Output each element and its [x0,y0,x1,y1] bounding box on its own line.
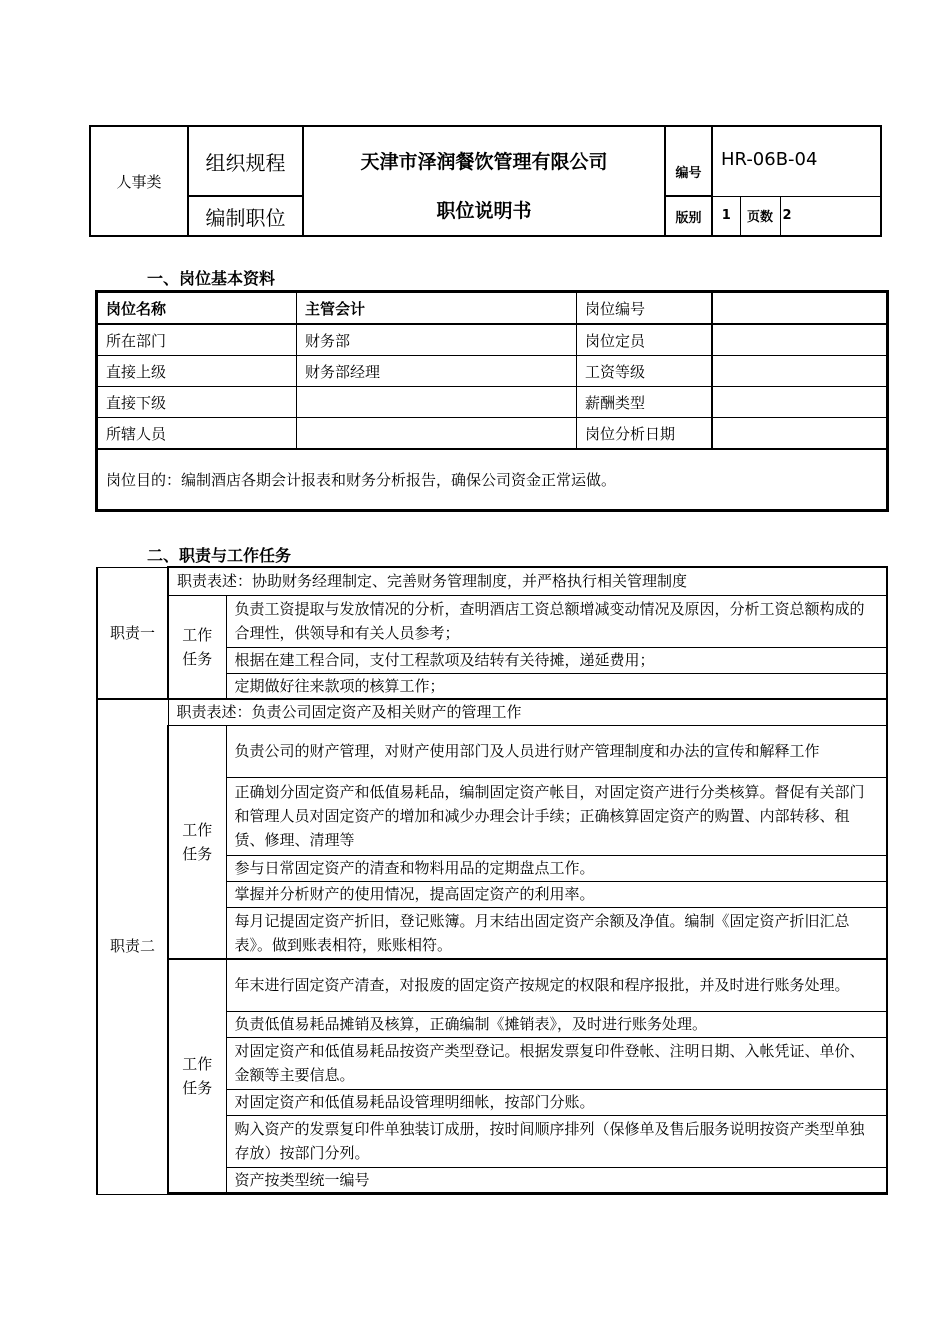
version-value: 1 [712,196,740,236]
task-item: 负责低值易耗品摊销及核算，正确编制《摊销表》，及时进行账务处理。 [226,1011,887,1037]
doc-title: 职位说明书 [303,196,665,236]
task-item: 对固定资产和低值易耗品按资产类型登记。根据发票复印件登帐、注明日期、入帐凭证、单价、金额等主要信息。 [226,1037,887,1089]
position-purpose: 岗位目的：编制酒店各期会计报表和财务分析报告，确保公司资金正常运做。 [97,449,888,511]
document-header [89,125,882,237]
value-cell [297,387,577,418]
key-cell: 岗位定员 [577,324,712,356]
pages-label: 页数 [740,196,780,236]
task-item: 掌握并分析财产的使用情况，提高固定资产的利用率。 [226,881,887,907]
value-cell [297,418,577,450]
key-cell: 岗位分析日期 [577,418,712,450]
basic-info-table [95,290,889,512]
duty2-task-label-b [168,959,226,1193]
task-label-line2: 任务 [182,844,213,863]
value-cell [712,292,888,325]
value-cell [712,387,888,418]
task-item: 对固定资产和低值易耗品设管理明细帐，按部门分账。 [226,1089,887,1115]
task-item: 正确划分固定资产和低值易耗品，编制固定资产帐目，对固定资产进行分类核算。督促有关部门和管理人员对固定资产的增加和减少办理会计手续；正确核算固定资产的购置、内部转移、租赁、修理、清理等 [226,777,887,855]
task-label-line1: 工作 [182,820,213,839]
table-row [97,959,887,1011]
table-row [97,1193,887,1195]
task-label-line1: 工作 [182,1055,213,1073]
table-row [97,324,888,356]
task-label-line2: 任务 [182,649,213,668]
org-label: 组织规程 [188,126,303,196]
value-cell: 主管会计 [297,292,577,325]
key-cell: 岗位编号 [577,292,712,325]
task-item: 年末进行固定资产清查，对报废的固定资产按规定的权限和程序报批，并及时进行账务处理。 [226,959,887,1011]
task-item: 每月记提固定资产折旧，登记账簿。月末结出固定资产余额及净值。编制《固定资产折旧汇总表》。做到账表相符，账账相符。 [226,907,887,959]
duty1-task-label [168,595,226,699]
key-cell: 岗位名称 [97,292,297,325]
key-cell: 所辖人员 [97,418,297,450]
table-row [97,449,888,511]
task-item: 根据在建工程合同，支付工程款项及结转有关待摊，递延费用； [226,647,887,673]
duty2-task-label-a [168,725,226,959]
task-item: 购入资产的发票复印件单独装订成册，按时间顺序排列（保修单及售后服务说明按资产类型单独存放）按部门分列。 [226,1115,887,1167]
section2-title: 二、职责与工作任务 [147,546,292,565]
duties-table [96,566,888,1195]
task-item: 资产按类型统一编号 [226,1167,887,1193]
duty2-statement: 职责表述：负责公司固定资产及相关财产的管理工作 [168,699,887,725]
doc-label: 编制职位 [188,196,303,236]
key-cell: 直接下级 [97,387,297,418]
code-label: 编号 [665,126,712,196]
table-row [97,418,888,450]
version-label: 版别 [665,196,712,236]
duty1-label: 职责一 [97,567,168,699]
value-cell [712,418,888,450]
task-item: 定期做好往来款项的核算工作； [226,673,887,699]
key-cell: 工资等级 [577,356,712,387]
pages-value: 2 [780,196,881,236]
table-row [97,725,887,777]
table-row [97,567,887,595]
task-item: 负责公司的财产管理，对财产使用部门及人员进行财产管理制度和办法的宣传和解释工作 [226,725,887,777]
table-row [97,699,887,725]
category-cell: 人事类 [90,126,188,236]
key-cell: 薪酬类型 [577,387,712,418]
code-value: HR-06B-04 [712,126,881,196]
table-row [97,387,888,418]
task-label-line2: 任务 [182,1079,213,1097]
section1-title: 一、岗位基本资料 [147,269,276,288]
duty1-statement: 职责表述：协助财务经理制定、完善财务管理制度，并严格执行相关管理制度 [168,567,887,595]
task-item: 参与日常固定资产的清查和物料用品的定期盘点工作。 [226,855,887,881]
value-cell [712,324,888,356]
value-cell: 财务部经理 [297,356,577,387]
value-cell: 财务部 [297,324,577,356]
key-cell: 直接上级 [97,356,297,387]
table-row [97,292,888,325]
table-row [97,595,887,647]
duty2-label: 职责二 [97,699,168,1195]
task-label-line1: 工作 [182,625,213,644]
key-cell: 所在部门 [97,324,297,356]
value-cell [712,356,888,387]
task-item: 负责工资提取与发放情况的分析，查明酒店工资总额增减变动情况及原因，分析工资总额构成的合理性，供领导和有关人员参考； [226,595,887,647]
company-name: 天津市泽润餐饮管理有限公司 [303,126,665,196]
table-row [97,356,888,387]
